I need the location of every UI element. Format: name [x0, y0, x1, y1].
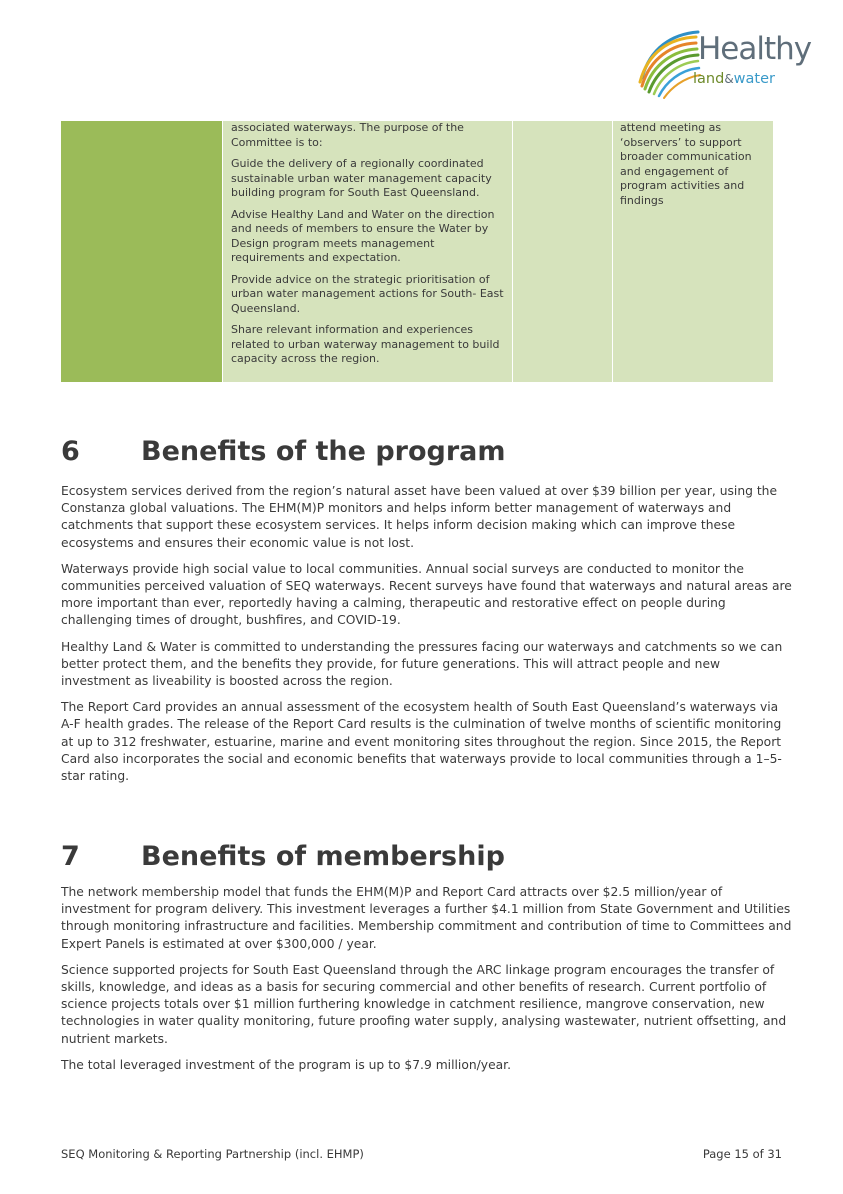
- description-paragraph: Share relevant information and experiences related to urban waterway management to build capacity across the region.: [231, 323, 500, 365]
- table-column-divider: [512, 121, 513, 382]
- section-number: 7: [61, 841, 80, 872]
- paragraph: The network membership model that funds the EHM(M)P and Report Card attracts over $2.5 million/year of investment for program delivery. This investment leverages a further $4.1 million from State Government and Utilities through monitoring infrastructure and facilities. Membership commitment and contribution of time to Committees and Expert Panels is estimated at over $300,000 / year.: [61, 885, 792, 951]
- paragraph: Waterways provide high social value to local communities. Annual social surveys are conducted to monitor the communities perceived valuation of SEQ waterways. Recent surveys have found that waterways and natural areas are more important than ever, reportedly having a calming, therapeutic and restorative effect on people during challenging times of drought, bushfires, and COVID-19.: [61, 561, 792, 628]
- section-7-body: [61, 884, 793, 1083]
- paragraph: The total leveraged investment of the program is up to $7.9 million/year.: [61, 1057, 512, 1072]
- healthy-land-water-logo: [636, 26, 816, 104]
- table-label-cell: [61, 121, 222, 382]
- logo-ampersand: &: [724, 72, 734, 86]
- description-paragraph: Provide advice on the strategic prioritisation of urban water management actions for South- East Queensland.: [231, 272, 504, 315]
- logo-word-land: land: [693, 71, 725, 87]
- swirl-logo-icon: [636, 26, 706, 104]
- table-description-cell: [231, 121, 511, 374]
- table-column-divider: [612, 121, 613, 382]
- table-column-divider: [222, 121, 223, 382]
- logo-word-healthy: Healthy: [698, 31, 812, 67]
- footer-page-number: Page 15 of 31: [702, 1147, 782, 1161]
- section-6-heading: [61, 436, 506, 468]
- logo-word-land-water: [693, 72, 775, 87]
- paragraph: The Report Card provides an annual assessment of the ecosystem health of South East Queensland’s waterways via A-F health grades. The release of the Report Card results is the culmination of twelve months of scientific monitoring at up to 312 freshwater, estuarine, marine and event monitoring sites throughout the region. Since 2015, the Report Card also incorporates the social and economic benefits that waterways provide to local communities through a 1–5-star rating.: [61, 700, 782, 784]
- section-title: Benefits of the program: [141, 436, 506, 467]
- section-6-body: [61, 483, 793, 794]
- description-paragraph: associated waterways. The purpose of the Committee is to:: [231, 121, 464, 149]
- footer-document-title: SEQ Monitoring & Reporting Partnership (incl. EHMP): [61, 1147, 364, 1161]
- paragraph: Ecosystem services derived from the region’s natural asset have been valued at over $39 billion per year, using the Constanza global valuations. The EHM(M)P monitors and helps inform better management of waterways and catchments that support these ecosystem services. It helps inform decision making which can improve these ecosystems and ensures their economic value is not lost.: [61, 484, 778, 550]
- committee-table: [61, 121, 773, 382]
- section-7-heading: [61, 841, 505, 873]
- table-note-cell: attend meeting as ‘observers’ to support broader communication and engagement of program activities and findings: [620, 121, 752, 207]
- paragraph: Science supported projects for South East Queensland through the ARC linkage program encourages the transfer of skills, knowledge, and ideas as a basis for securing commercial and other benefits of research. Current portfolio of science projects totals over $1 million furthering knowledge in catchment resilience, mangrove conservation, new technologies in water quality monitoring, future proofing water supply, analysing wastewater, nutrient offsetting, and nutrient markets.: [61, 962, 787, 1046]
- section-title: Benefits of membership: [141, 841, 505, 872]
- description-paragraph: Advise Healthy Land and Water on the direction and needs of members to ensure the Water by Design program meets management requirements and expectation.: [231, 207, 495, 264]
- description-paragraph: Guide the delivery of a regionally coordinated sustainable urban water management capacity building program for South East Queensland.: [231, 157, 492, 199]
- paragraph: Healthy Land & Water is committed to understanding the pressures facing our waterways and catchments so we can better protect them, and the benefits they provide, for future generations. This will attract people and new investment as liveability is boosted across the region.: [61, 639, 783, 689]
- logo-word-water: water: [733, 71, 775, 87]
- section-number: 6: [61, 436, 80, 467]
